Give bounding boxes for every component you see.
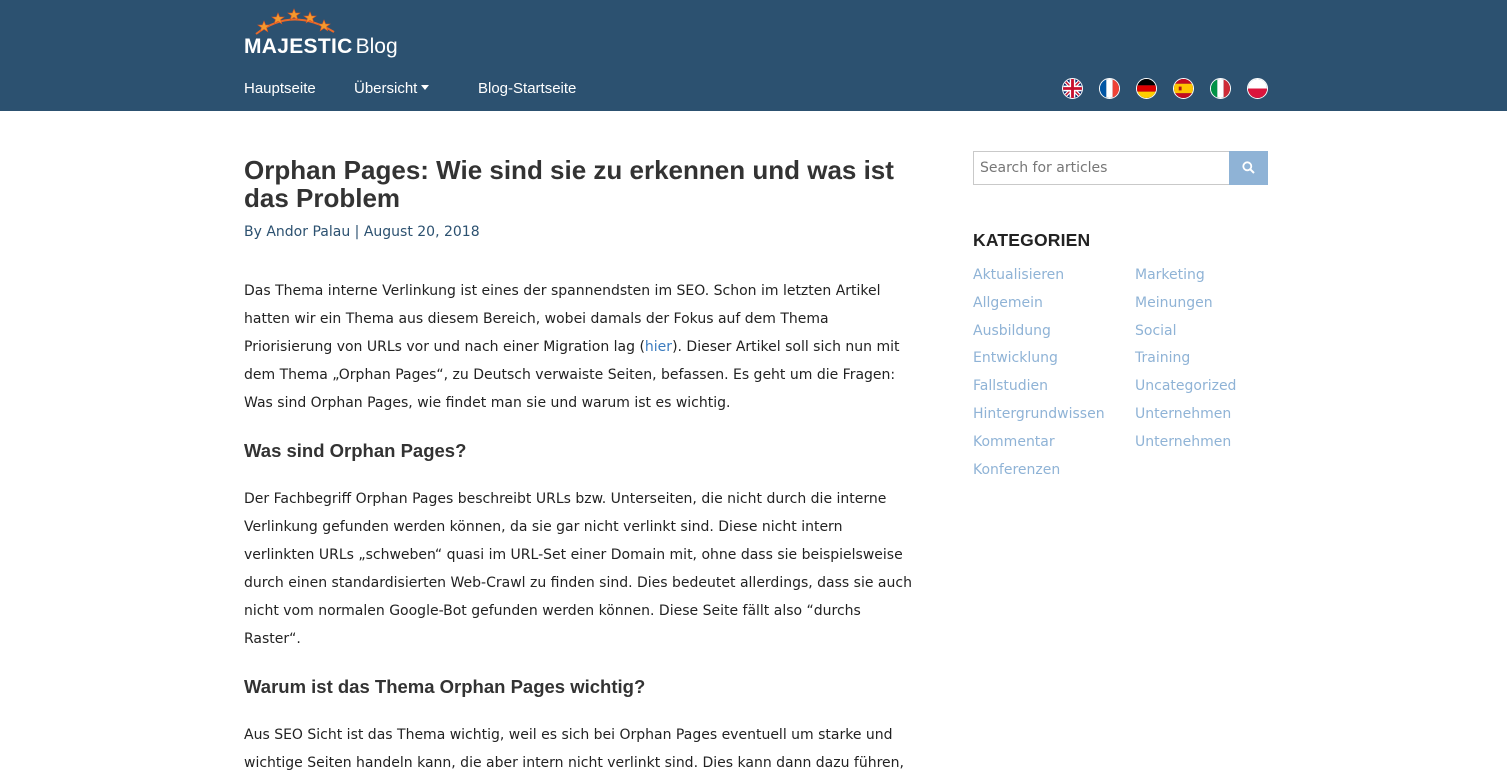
poland-flag-icon[interactable] — [1247, 78, 1268, 99]
france-flag-icon[interactable] — [1099, 78, 1120, 99]
spain-flag-icon[interactable] — [1173, 78, 1194, 99]
nav-uebersicht-label: Übersicht — [354, 80, 418, 97]
search-input[interactable] — [973, 151, 1230, 185]
site-header — [0, 0, 1507, 111]
nav-blog-startseite[interactable]: Blog-Startseite — [478, 80, 577, 97]
category-link[interactable]: Allgemein — [973, 294, 1043, 311]
majestic-blog-logo[interactable] — [244, 8, 404, 62]
intro-text-end: ). Dieser Artikel soll sich nun mit dem Thema „Orphan Pages“, zu Deutsch verwaiste Seiten, befassen. Es geht um die Fragen: Was sind Orphan Pages, wie findet man sie und warum ist es wichtig. — [244, 339, 900, 411]
italy-flag-icon[interactable] — [1210, 78, 1231, 99]
intro-text-start: Das Thema interne Verlinkung ist eines der spannendsten im SEO. Schon im letzten Artikel hatten wir ein Thema aus diesem Bereich, wobei damals der Fokus auf dem Thema Priorisierung von URLs vor und nach einer Migration lag ( — [244, 283, 881, 355]
categories-left-column — [973, 262, 1105, 484]
heading-was-sind-orphan-pages: Was sind Orphan Pages? — [244, 440, 467, 461]
article-title: Orphan Pages: Wie sind sie zu erkennen und was ist das Problem — [244, 155, 894, 213]
category-link[interactable]: Entwicklung — [973, 350, 1058, 367]
category-link[interactable]: Kommentar — [973, 433, 1055, 450]
categories-right-column — [1135, 262, 1236, 457]
paragraph-definition: Der Fachbegriff Orphan Pages beschreibt URLs bzw. Unterseiten, die nicht durch die interne Verlinkung gefunden werden können, da sie gar nicht verlinkt sind. Diese nicht intern verlinkten URLs „schweben“ quasi im URL-Set einer Domain mit, ohne dass sie beispielsweise durch einen standardisierten Web-Crawl zu finden sind. Dies bedeutet allerdings, dass sie auch nicht vom normalen Google-Bot gefunden werden können. Diese Seite fällt also “durchs Raster“. — [244, 491, 912, 647]
stars-arc-icon — [252, 8, 342, 36]
logo-suffix: Blog — [355, 35, 398, 58]
categories-title: KATEGORIEN — [973, 230, 1091, 250]
paragraph-importance: Aus SEO Sicht ist das Thema wichtig, weil es sich bei Orphan Pages eventuell um starke und wichtige Seiten handeln kann, die aber intern nicht verlinkt sind. Dies kann dann dazu führen, — [244, 727, 904, 771]
uk-flag-icon[interactable] — [1062, 78, 1083, 99]
search-icon — [1242, 161, 1255, 174]
category-link[interactable]: Konferenzen — [973, 461, 1061, 478]
logo-brand: MAJESTIC — [244, 35, 353, 58]
nav-hauptseite[interactable]: Hauptseite — [244, 80, 316, 97]
category-link[interactable]: Ausbildung — [973, 322, 1051, 339]
byline-separator: | — [354, 224, 360, 240]
category-link[interactable]: Marketing — [1135, 267, 1205, 283]
search-form — [973, 151, 1268, 185]
category-link[interactable]: Unternehmen — [1135, 405, 1232, 422]
hier-link[interactable]: hier — [644, 339, 673, 355]
byline-date: August 20, 2018 — [363, 224, 480, 240]
byline-author[interactable]: Andor Palau — [266, 224, 351, 240]
germany-flag-icon[interactable] — [1136, 78, 1157, 99]
category-link[interactable]: Aktualisieren — [973, 267, 1065, 283]
category-link[interactable]: Hintergrundwissen — [973, 405, 1105, 422]
category-link[interactable]: Unternehmen — [1135, 433, 1232, 450]
article — [244, 156, 916, 777]
search-button[interactable] — [1229, 151, 1268, 185]
category-link[interactable]: Social — [1135, 322, 1177, 339]
category-link[interactable]: Meinungen — [1135, 294, 1213, 311]
nav-uebersicht-dropdown[interactable] — [354, 80, 429, 97]
category-link[interactable]: Fallstudien — [973, 378, 1049, 395]
intro-paragraph — [244, 277, 916, 417]
byline-prefix: By — [244, 224, 262, 240]
article-byline — [244, 224, 916, 240]
category-link[interactable]: Uncategorized — [1135, 378, 1237, 395]
heading-warum-wichtig: Warum ist das Thema Orphan Pages wichtig? — [244, 676, 646, 697]
caret-down-icon — [421, 85, 429, 90]
category-link[interactable]: Training — [1135, 350, 1191, 367]
